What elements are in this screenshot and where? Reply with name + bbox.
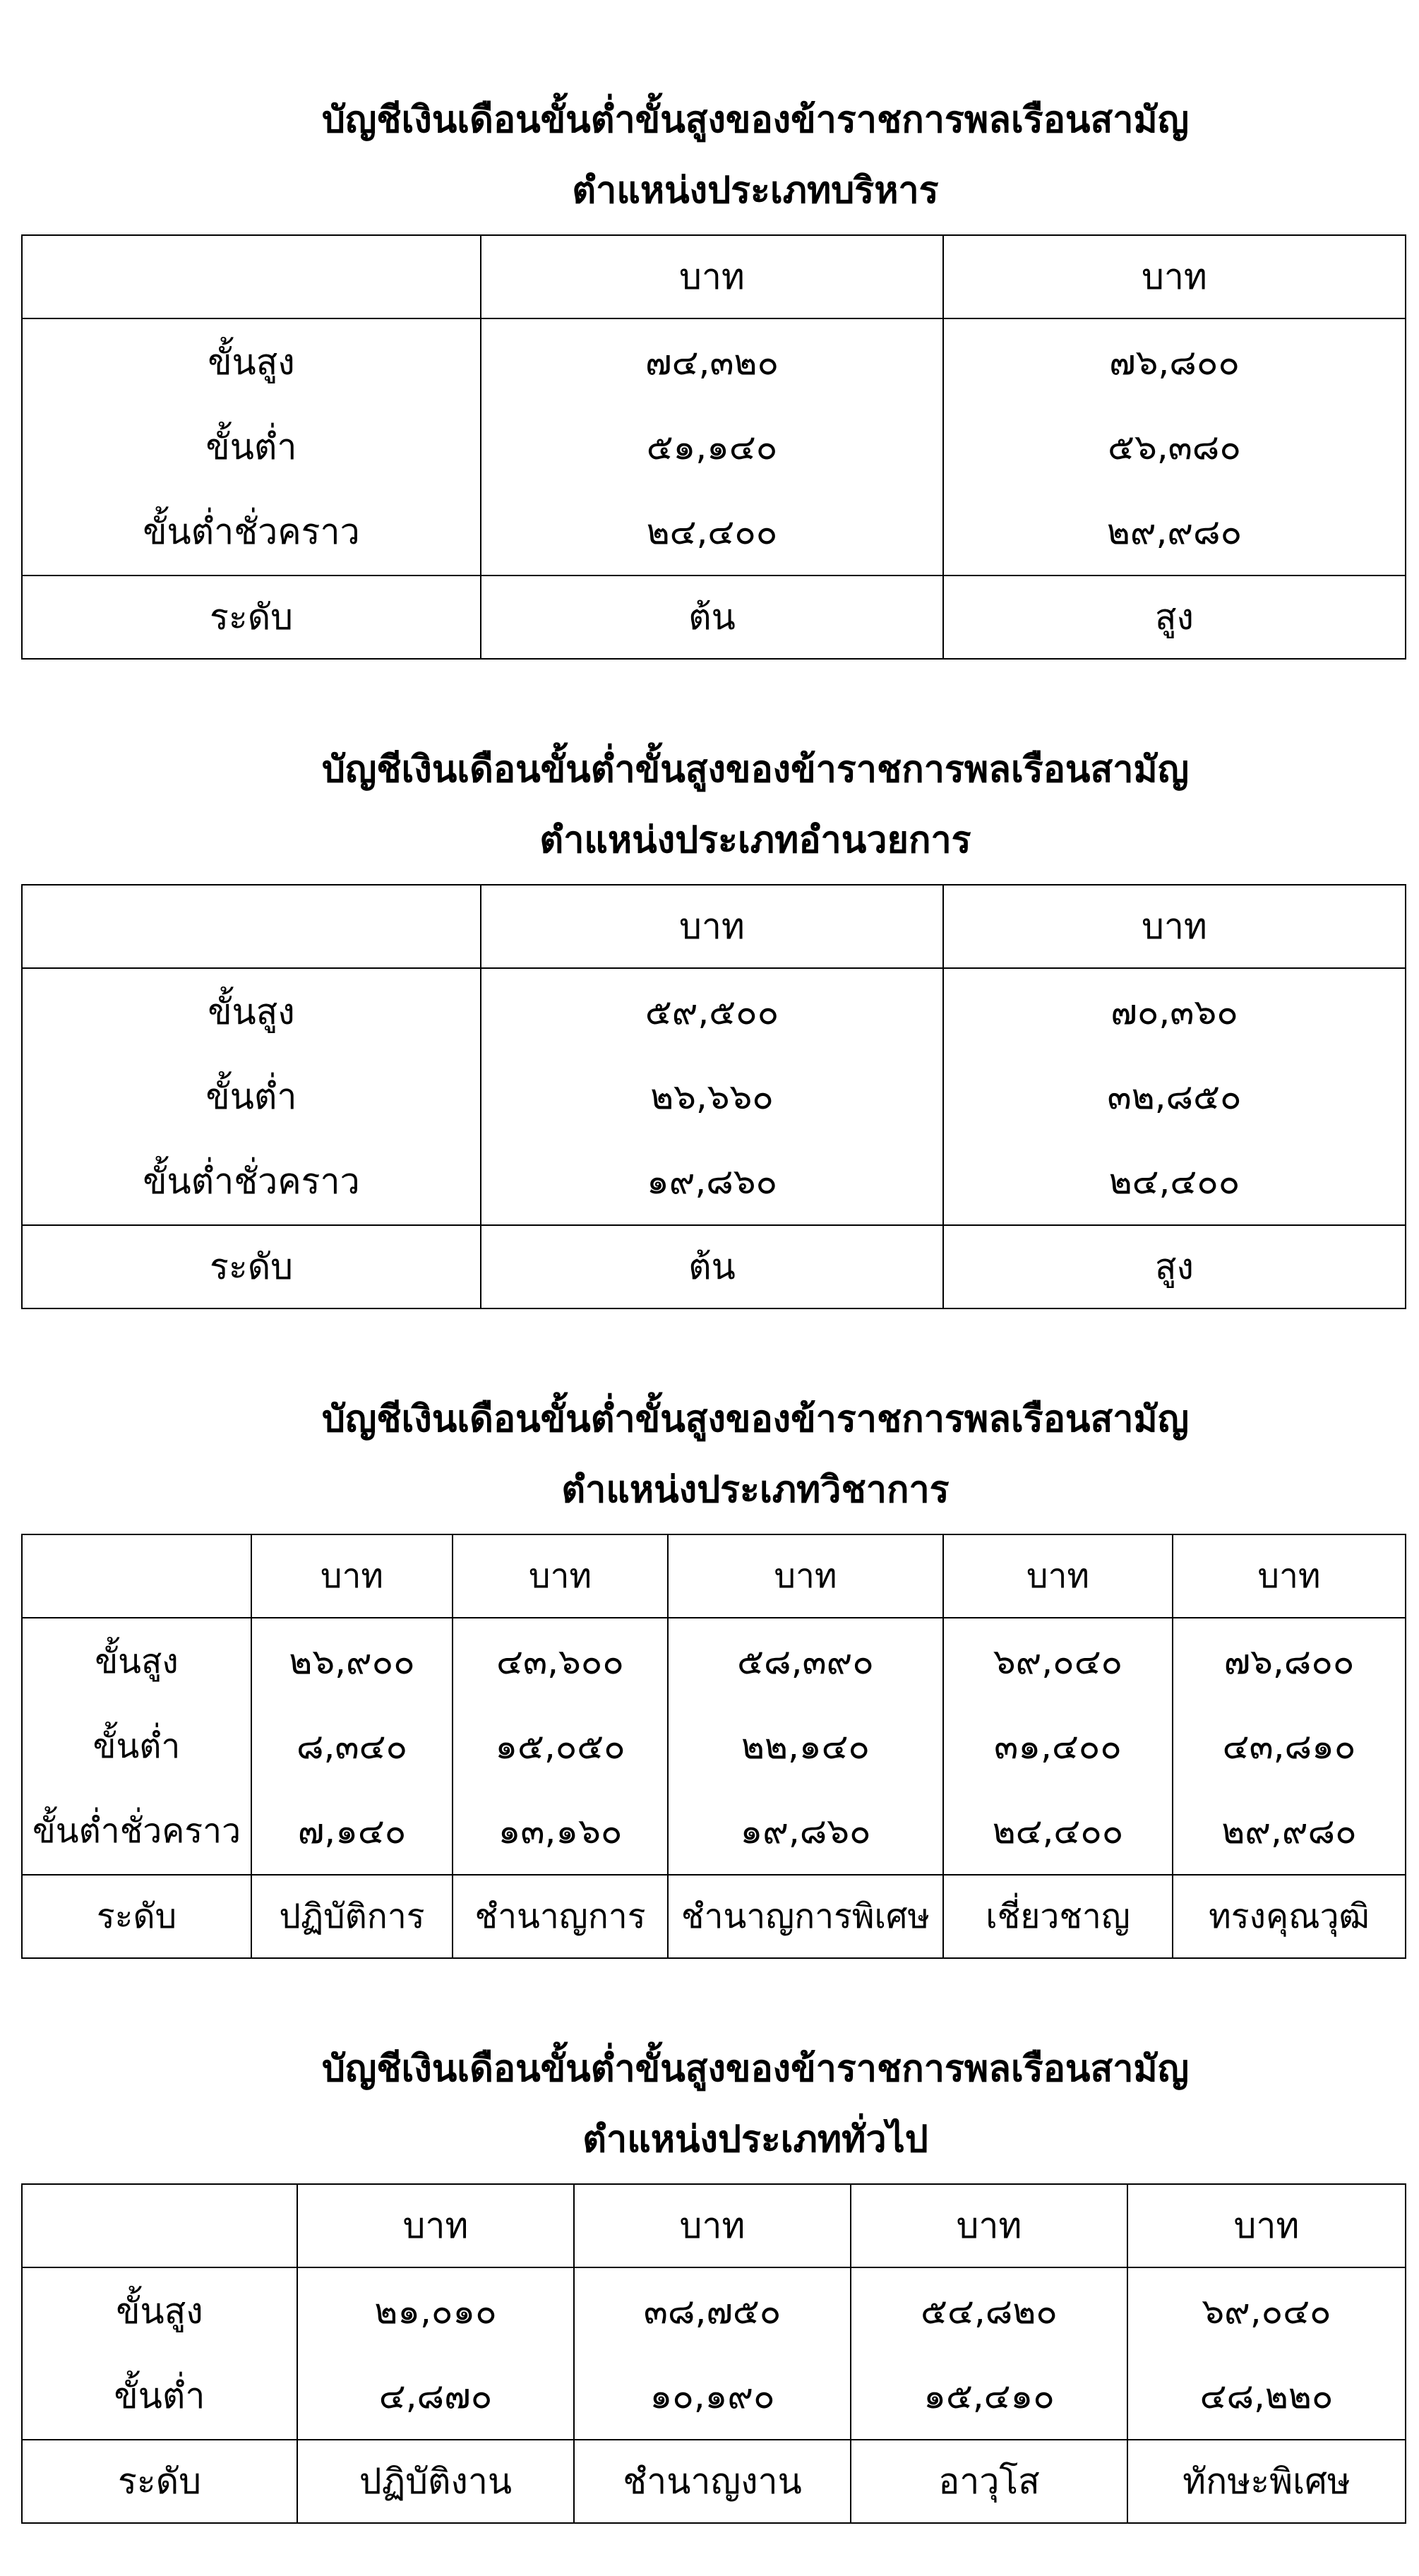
- level-row: [22, 2440, 1406, 2523]
- salary-table-general: [21, 2183, 1406, 2524]
- row-labels-cell: [22, 1618, 251, 1875]
- table-header-row: [22, 885, 1406, 968]
- value-temp-min: ๑๙,๘๖๐: [646, 1161, 778, 1202]
- level-row: [22, 1875, 1406, 1958]
- value-min: ๒๒,๑๔๐: [741, 1726, 870, 1767]
- values-cell: [943, 968, 1406, 1225]
- unit-header: บาท: [1127, 2184, 1406, 2267]
- value-temp-min: ๒๔,๔๐๐: [646, 511, 778, 552]
- value-max: ๗๐,๓๖๐: [1110, 991, 1238, 1032]
- values-cell: [1173, 1618, 1406, 1875]
- value-max: ๖๙,๐๔๐: [993, 1641, 1123, 1682]
- section-executive: [21, 85, 1405, 226]
- values-cell: [943, 318, 1406, 576]
- value-min: ๓๑,๔๐๐: [994, 1726, 1122, 1767]
- level-label: ระดับ: [22, 576, 481, 659]
- unit-header: บาท: [574, 2184, 851, 2267]
- level-value: ชำนาญงาน: [574, 2440, 851, 2523]
- value-min: ๔๓,๘๑๐: [1222, 1726, 1356, 1767]
- unit-header: บาท: [943, 885, 1406, 968]
- value-temp-min: ๒๔,๔๐๐: [1108, 1161, 1240, 1202]
- level-value: ทรงคุณวุฒิ: [1173, 1875, 1406, 1958]
- section-title: [21, 2034, 1405, 2175]
- unit-header: บาท: [481, 885, 943, 968]
- value-max: ๗๖,๘๐๐: [1223, 1641, 1355, 1682]
- level-value: เชี่ยวชาญ: [943, 1875, 1173, 1958]
- level-row: [22, 576, 1406, 659]
- salary-table-executive: [21, 234, 1406, 660]
- row-label-max: ขั้นสูง: [208, 342, 295, 383]
- level-label: ระดับ: [22, 1225, 481, 1308]
- values-cell: [453, 1618, 668, 1875]
- table-row: [22, 1618, 1406, 1875]
- salary-table-managerial: [21, 884, 1406, 1309]
- level-value: ชำนาญการพิเศษ: [668, 1875, 943, 1958]
- value-temp-min: ๑๙,๘๖๐: [740, 1811, 871, 1852]
- section-title: [21, 734, 1405, 876]
- table-header-row: [22, 2184, 1406, 2267]
- level-value: ต้น: [481, 576, 943, 659]
- salary-table-academic: [21, 1534, 1406, 1959]
- level-value: อาวุโส: [851, 2440, 1127, 2523]
- row-label-min: ขั้นต่ำ: [114, 2375, 205, 2416]
- values-cell: [481, 968, 943, 1225]
- value-max: ๗๖,๘๐๐: [1109, 342, 1240, 383]
- values-cell: [943, 1618, 1173, 1875]
- value-temp-min: ๗,๑๔๐: [297, 1811, 407, 1852]
- unit-header: บาท: [851, 2184, 1127, 2267]
- table-row: [22, 2267, 1406, 2440]
- unit-header: บาท: [1173, 1534, 1406, 1618]
- values-cell: [574, 2267, 851, 2440]
- values-cell: [297, 2267, 574, 2440]
- value-temp-min: ๒๙,๙๘๐: [1106, 511, 1243, 552]
- level-value: สูง: [943, 1225, 1406, 1308]
- unit-header: บาท: [453, 1534, 668, 1618]
- empty-header-cell: [22, 1534, 251, 1618]
- unit-header: บาท: [943, 1534, 1173, 1618]
- row-label-max: ขั้นสูง: [208, 991, 295, 1032]
- table-header-row: [22, 235, 1406, 318]
- empty-header-cell: [22, 885, 481, 968]
- values-cell: [481, 318, 943, 576]
- level-value: ชำนาญการ: [453, 1875, 668, 1958]
- empty-header-cell: [22, 235, 481, 318]
- section-general: [21, 2034, 1405, 2175]
- unit-header: บาท: [297, 2184, 574, 2267]
- value-min: ๔,๘๗๐: [378, 2375, 493, 2416]
- row-labels-cell: [22, 318, 481, 576]
- title-line-1: บัญชีเงินเดือนขั้นต่ำขั้นสูงของข้าราชการพลเรือนสามัญ: [321, 2048, 1190, 2090]
- value-min: ๔๘,๒๒๐: [1199, 2375, 1334, 2416]
- level-value: ปฏิบัติการ: [251, 1875, 453, 1958]
- value-max: ๗๔,๓๒๐: [645, 342, 779, 383]
- level-value: ต้น: [481, 1225, 943, 1308]
- value-min: ๒๖,๖๖๐: [650, 1076, 774, 1117]
- value-temp-min: ๒๔,๔๐๐: [992, 1811, 1124, 1852]
- unit-header: บาท: [481, 235, 943, 318]
- values-cell: [668, 1618, 943, 1875]
- value-min: ๕๖,๓๘๐: [1108, 427, 1241, 467]
- row-label-temp-min: ขั้นต่ำชั่วคราว: [143, 1161, 360, 1202]
- level-label: ระดับ: [22, 1875, 251, 1958]
- row-label-min: ขั้นต่ำ: [205, 1076, 297, 1117]
- title-line-2: ตำแหน่งประเภทวิชาการ: [561, 1469, 950, 1511]
- values-cell: [851, 2267, 1127, 2440]
- section-managerial: [21, 734, 1405, 876]
- row-label-min: ขั้นต่ำ: [205, 427, 297, 467]
- unit-header: บาท: [668, 1534, 943, 1618]
- value-min: ๕๑,๑๔๐: [646, 427, 778, 467]
- value-min: ๓๒,๘๕๐: [1107, 1076, 1242, 1117]
- title-line-1: บัญชีเงินเดือนขั้นต่ำขั้นสูงของข้าราชการพลเรือนสามัญ: [321, 749, 1190, 791]
- value-max: ๕๘,๓๙๐: [737, 1641, 874, 1682]
- table-header-row: [22, 1534, 1406, 1618]
- title-line-2: ตำแหน่งประเภทบริหาร: [572, 169, 939, 212]
- value-min: ๑๕,๐๕๐: [495, 1726, 625, 1767]
- value-max: ๕๔,๘๒๐: [921, 2291, 1058, 2332]
- empty-header-cell: [22, 2184, 297, 2267]
- section-title: [21, 1384, 1405, 1525]
- value-max: ๓๘,๗๕๐: [643, 2291, 782, 2332]
- value-min: ๘,๓๔๐: [296, 1726, 407, 1767]
- table-row: [22, 318, 1406, 576]
- row-labels-cell: [22, 2267, 297, 2440]
- section-academic: [21, 1384, 1405, 1525]
- title-line-2: ตำแหน่งประเภทอำนวยการ: [539, 819, 971, 861]
- level-value: ปฏิบัติงาน: [297, 2440, 574, 2523]
- title-line-1: บัญชีเงินเดือนขั้นต่ำขั้นสูงของข้าราชการพลเรือนสามัญ: [321, 99, 1190, 141]
- level-value: ทักษะพิเศษ: [1127, 2440, 1406, 2523]
- title-line-2: ตำแหน่งประเภททั่วไป: [582, 2118, 928, 2161]
- value-temp-min: ๒๙,๙๘๐: [1221, 1811, 1357, 1852]
- row-label-max: ขั้นสูง: [116, 2291, 203, 2332]
- row-label-temp-min: ขั้นต่ำชั่วคราว: [32, 1811, 241, 1851]
- level-value: สูง: [943, 576, 1406, 659]
- values-cell: [251, 1618, 453, 1875]
- table-row: [22, 968, 1406, 1225]
- title-line-1: บัญชีเงินเดือนขั้นต่ำขั้นสูงของข้าราชการพลเรือนสามัญ: [321, 1398, 1190, 1441]
- value-temp-min: ๑๓,๑๖๐: [498, 1811, 623, 1852]
- level-label: ระดับ: [22, 2440, 297, 2523]
- row-labels-cell: [22, 968, 481, 1225]
- unit-header: บาท: [943, 235, 1406, 318]
- value-max: ๒๖,๙๐๐: [289, 1641, 415, 1682]
- row-label-max: ขั้นสูง: [95, 1642, 179, 1681]
- row-label-min: ขั้นต่ำ: [92, 1727, 181, 1766]
- value-max: ๔๓,๖๐๐: [496, 1641, 624, 1682]
- level-row: [22, 1225, 1406, 1308]
- value-max: ๒๑,๐๑๐: [374, 2291, 497, 2332]
- value-min: ๑๕,๔๑๐: [923, 2375, 1055, 2416]
- value-min: ๑๐,๑๙๐: [649, 2375, 775, 2416]
- section-title: [21, 85, 1405, 226]
- row-label-temp-min: ขั้นต่ำชั่วคราว: [143, 511, 360, 552]
- unit-header: บาท: [251, 1534, 453, 1618]
- value-max: ๖๙,๐๔๐: [1202, 2291, 1331, 2332]
- value-max: ๕๙,๕๐๐: [645, 991, 779, 1032]
- values-cell: [1127, 2267, 1406, 2440]
